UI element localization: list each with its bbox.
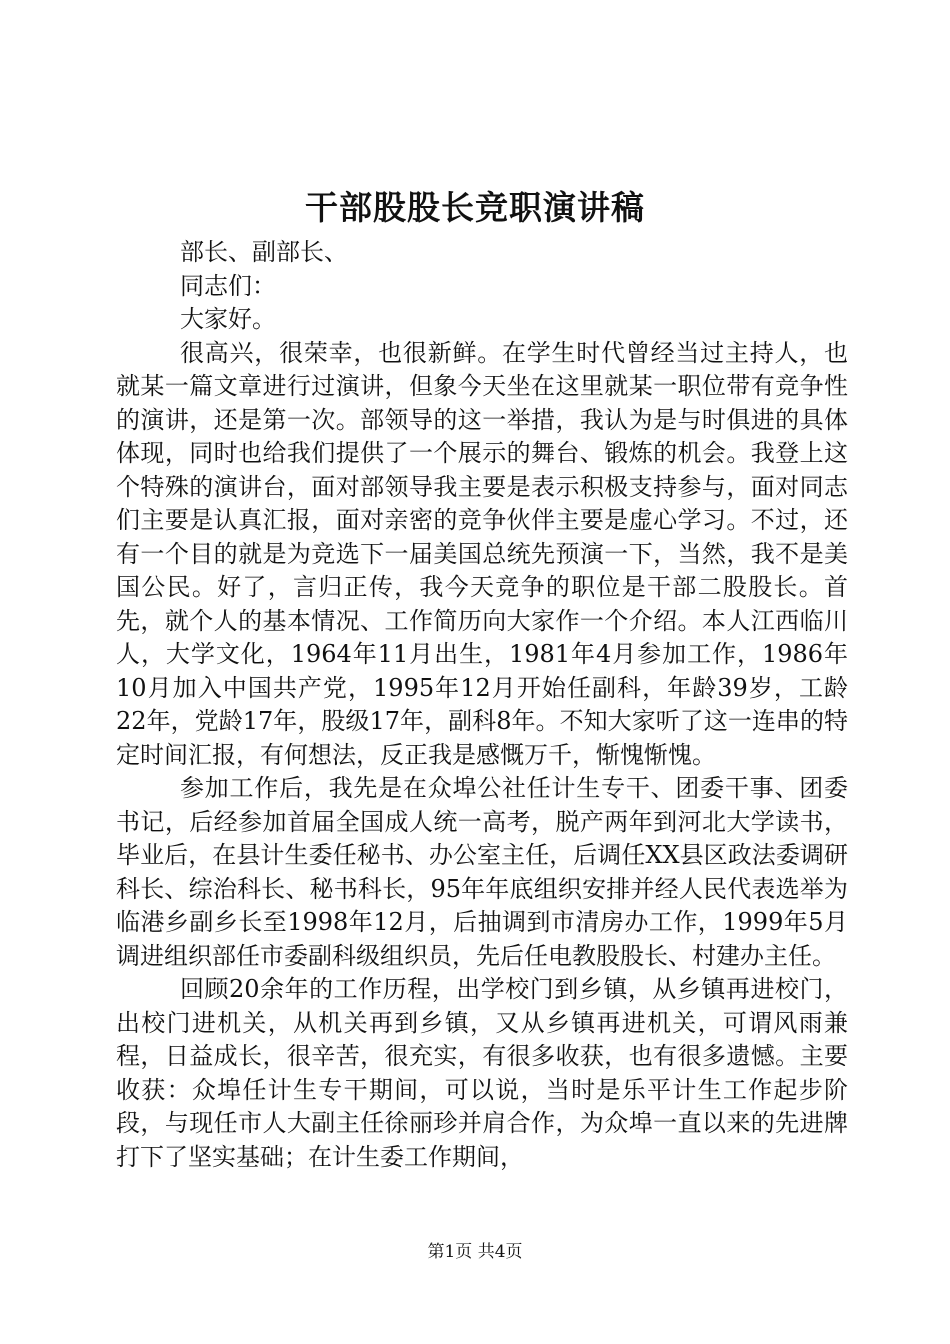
document-body	[116, 236, 848, 1174]
document-title: 干部股股长竞职演讲稿	[305, 188, 645, 227]
paragraph-work-history: 参加工作后，我先是在众埠公社任计生专干、团委干事、团委书记，后经参加首届全国成人统一高考，脱产两年到河北大学读书，毕业后，在县计生委任秘书、办公室主任，后调任XX县区政法委调研科长、综治科长、秘书科长，95年年底组织安排并经人民代表选举为临港乡副乡长至1998年12月，后抽调到市清房办工作，1999年5月调进组织部任市委副科级组织员，先后任电教股股长、村建办主任。	[116, 774, 848, 970]
salutation-comrades: 同志们：	[180, 271, 276, 300]
paragraph-review: 回顾20余年的工作历程，出学校门到乡镇，从乡镇再进校门，出校门进机关，从机关再到乡镇，又从乡镇再进机关，可谓风雨兼程，日益成长，很辛苦，很充实，有很多收获，也有很多遗憾。主要收获：众埠任计生专干期间，可以说，当时是乐平计生工作起步阶段，与现任市人大副主任徐丽珍并肩合作，为众埠一直以来的先进牌打下了坚实基础；在计生委工作期间，	[116, 975, 848, 1171]
paragraph-introduction: 很高兴，很荣幸，也很新鲜。在学生时代曾经当过主持人，也就某一篇文章进行过演讲，但象今天坐在这里就某一职位带有竞争性的演讲，还是第一次。部领导的这一举措，我认为是与时俱进的具体体现，同时也给我们提供了一个展示的舞台、锻炼的机会。我登上这个特殊的演讲台，面对部领导我主要是表示积极支持参与，面对同志们主要是认真汇报，面对亲密的竞争伙伴主要是虚心学习。不过，还有一个目的就是为竞选下一届美国总统先预演一下，当然，我不是美国公民。好了，言归正传，我今天竞争的职位是干部二股股长。首先，就个人的基本情况、工作简历向大家作一个介绍。本人江西临川人，大学文化，1964年11月出生，1981年4月参加工作，1986年10月加入中国共产党，1995年12月开始任副科，年龄39岁，工龄22年，党龄17年，股级17年，副科8年。不知大家听了这一连串的特定时间汇报，有何想法，反正我是感慨万千，惭愧惭愧。	[116, 338, 848, 769]
page-number-footer: 第1页 共4页	[427, 1242, 523, 1262]
salutation-leaders: 部长、副部长、	[180, 238, 348, 266]
salutation-greeting: 大家好。	[180, 305, 276, 333]
